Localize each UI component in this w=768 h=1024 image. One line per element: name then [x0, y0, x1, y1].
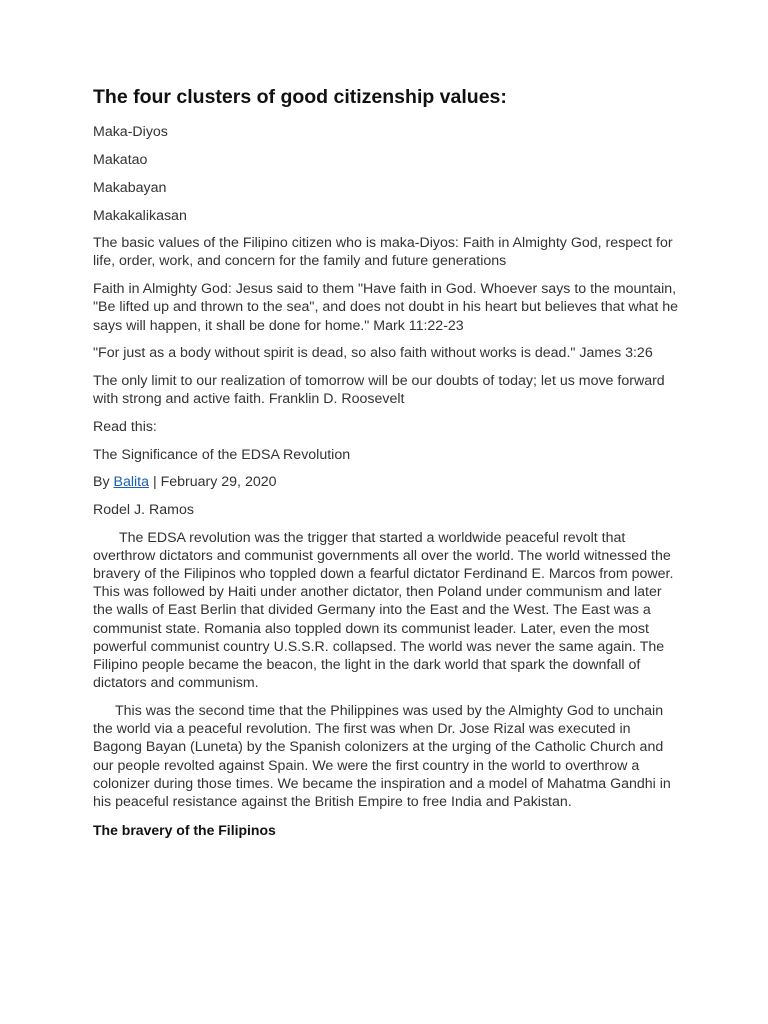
paragraph-faith-quote: Faith in Almighty God: Jesus said to them "Have faith in God. Whoever says to the mountain, "Be lifted up and thrown to the sea", and does not doubt in his heart but believes that what he says will happen, it shall be done for home." Mark 11:22-23 — [93, 281, 679, 334]
cluster-item-makakalikasan: Makakalikasan — [93, 207, 187, 224]
article-title: The Significance of the EDSA Revolution — [93, 446, 351, 463]
byline — [93, 473, 683, 491]
paragraph-basic-values: The basic values of the Filipino citizen who is maka-Diyos: Faith in Almighty God, respect for life, order, work, and concern for the family and future generations — [93, 235, 673, 270]
byline-date: | February 29, 2020 — [149, 474, 277, 491]
paragraph-james-quote: "For just as a body without spirit is dead, so also faith without works is dead." James 3:26 — [93, 345, 653, 362]
body-paragraph-second-time: This was the second time that the Philippines was used by the Almighty God to unchain the world via a peaceful revolution. The first was when Dr. Jose Rizal was executed in Bagong Bayan (Luneta) by the Spanish colonizers at the urging of the Catholic Church and our people revolted against Spain. We were the first country in the world to overthrow a colonizer during those times. We became the inspiration and a model of Mahatma Gandhi in his peaceful resistance against the British Empire to free India and Pakistan. — [93, 702, 671, 810]
cluster-item-makabayan: Makabayan — [93, 179, 167, 196]
author-name: Rodel J. Ramos — [93, 501, 194, 518]
document-page — [93, 86, 683, 839]
cluster-item-maka-diyos: Maka-Diyos — [93, 124, 168, 141]
section-subheading: The bravery of the Filipinos — [93, 821, 276, 838]
author-link[interactable]: Balita — [113, 474, 149, 491]
cluster-item-makatao: Makatao — [93, 152, 148, 169]
body-paragraph-edsa: The EDSA revolution was the trigger that started a worldwide peaceful revolt that overthrow dictators and communist governments all over the world. The world witnessed the bravery of the Filipinos who toppled down a fearful dictator Ferdinand E. Marcos from power. This was followed by Haiti under another dictator, then Poland under communism and later the walls of East Berlin that divided Germany into the East and the West. The East was a communist state. Romania also toppled down its communist leader. Later, even the most powerful communist country U.S.S.R. collapsed. The world was never the same again. The Filipino people became the beacon, the light in the dark world that spark the downfall of dictators and communism. — [93, 529, 674, 692]
byline-prefix: By — [93, 474, 114, 491]
read-this-label: Read this: — [93, 418, 157, 435]
document-title: The four clusters of good citizenship values: — [93, 86, 507, 108]
paragraph-roosevelt-quote: The only limit to our realization of tomorrow will be our doubts of today; let us move forward with strong and active faith. Franklin D. Roosevelt — [93, 372, 665, 408]
